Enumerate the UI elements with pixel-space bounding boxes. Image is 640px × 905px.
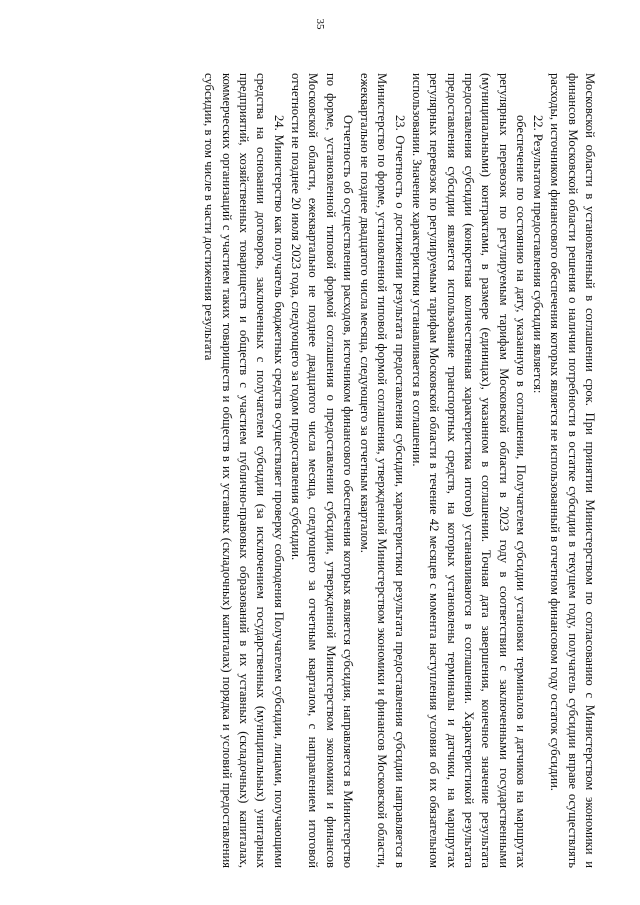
paragraph-22-result: обеспечение по состоянию на дату, указанную в соглашении, Получателем субсидии установки терминалов и датчиков на маршрутах регулярных перевозок по регулируемым тарифам Московской области в 2023 году в соответствии с заключенными государственными (муниципальными) контрактами, в размере (единицах), указанном в соглашении. Точная дата завершения, конечное значение результата предоставления субсидии (конкретная количественная характеристика итогов) устанавливаются в соглашении. Характеристикой результата предоставления субсидии является использование транспортных средств, на которых установлены терминалы и датчики, на маршрутах регулярных перевозок по регулируемым тарифам Московской области в течение 42 месяцев с момента наступления условия об их обязательном использовании. Значение характеристики устанавливается в соглашении. <box>409 72 528 868</box>
paragraph-24-control: 24. Министерство как получатель бюджетных средств осуществляет проверку соблюдения Получателем субсидии, лицами, получающими средства на основании договоров, заключенных с получателем субсидии (за исключением государственных (муниципальных) унитарных предприятий, хозяйственных товариществ и обществ с участием публично-правовых образований в их уставных (складочных) капиталах, коммерческих организаций с участием таких товариществ и обществ в их уставных (складочных) капиталах) порядка и условий предоставления субсидии, в том числе в части достижения результата <box>201 72 286 868</box>
page-number: 35 <box>314 18 326 30</box>
paragraph-22-heading: 22. Результатом предоставления субсидии является: <box>530 114 545 393</box>
paragraph-subsidy-remainder: Московской области в установленный в соглашении срок. При принятии Министерством по согласованию с Министерством экономики и финансов Московской области решения о наличии потребности в остатке субсидии в текущем году, получатель субсидии вправе осуществлять расходы, источником финансового обеспечения которых является не использованный в отчетном финансовом году остаток субсидии. <box>547 72 597 868</box>
document-body <box>43 73 598 868</box>
paragraph-23-expenses: Отчетность об осуществлении расходов, источником финансового обеспечения которых является субсидия, направляется в Министерство по форме, установленной типовой формой соглашения о предоставлении субсидии, утвержденной Министерством экономики и финансов Московской области, ежеквартально не позднее двадцатого числа месяца, следующего за отчетным кварталом, с направлением итоговой отчетности не позднее 20 июля 2023 года, следующего за годом предоставления субсидии. <box>288 72 355 868</box>
paragraph-23-reporting: 23. Отчетность о достижении результата предоставления субсидии, характеристики результата предоставления субсидии направляется в Министерство по форме, установленной типовой формой соглашения, утвержденной Министерством экономики и финансов Московской области, ежеквартально не позднее двадцатого числа месяца, следующего за отчетным кварталом. <box>357 72 407 868</box>
